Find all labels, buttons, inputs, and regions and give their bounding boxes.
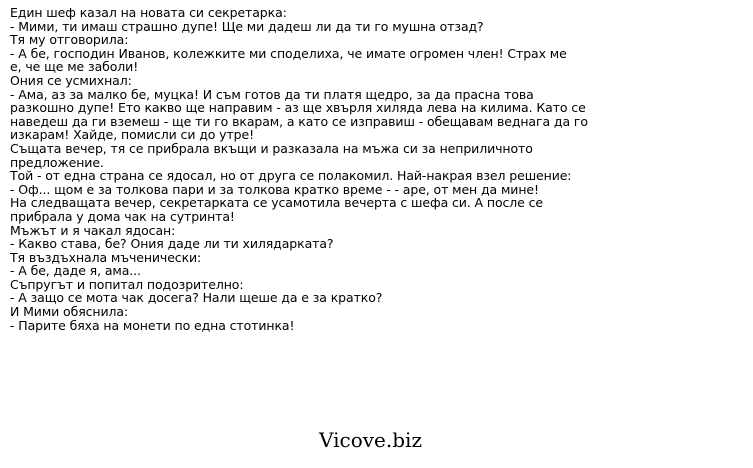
joke-line: Тя му отговорила: bbox=[10, 32, 129, 48]
joke-line: - А бе, господин Иванов, колежките ми споделиха, че имате огромен член! Страх ме bbox=[10, 45, 567, 61]
joke-line: изкарам! Хайде, помисли си до утре! bbox=[10, 127, 254, 143]
joke-line: прибрала у дома чак на сутринта! bbox=[10, 208, 235, 224]
joke-line: Мъжът и я чакал ядосан: bbox=[10, 222, 176, 238]
joke-line: Един шеф казал на новата си секретарка: bbox=[10, 5, 287, 20]
joke-line: - Мими, ти имаш страшно дупе! Ще ми дадеш ли да ти го мушна отзад? bbox=[10, 18, 484, 34]
joke-line: Той - от една страна се ядосал, но от друга се полакомил. Най-накрая взел решение: bbox=[10, 168, 572, 184]
joke-line: - Ама, аз за малко бе, муцка! И съм готов да ти платя щедро, за да прасна това bbox=[10, 86, 534, 102]
joke-line: На следващата вечер, секретарката се усамотила вечерта с шефа си. А после се bbox=[10, 195, 543, 211]
joke-line: наведеш да ги вземеш - ще ти го вкарам, а като се изправиш - обещавам веднага да го bbox=[10, 113, 588, 129]
joke-text bbox=[10, 5, 588, 333]
site-watermark: Vicove.biz bbox=[319, 428, 422, 452]
joke-line: Тя въздъхнала мъченически: bbox=[10, 249, 202, 265]
joke-line: предложение. bbox=[10, 154, 104, 170]
joke-line: е, че ще ме заболи! bbox=[10, 59, 139, 75]
joke-line: - Оф... щом е за толкова пари и за толкова кратко време - - аре, от мен да мине! bbox=[10, 181, 539, 197]
joke-line: - Какво става, бе? Ония даде ли ти хилядарката? bbox=[10, 236, 334, 252]
joke-line: - Парите бяха на монети по една стотинка! bbox=[10, 317, 295, 333]
joke-line: Съпругът и попитал подозрително: bbox=[10, 276, 244, 292]
joke-line: - А защо се мота чак досега? Нали щеше да е за кратко? bbox=[10, 290, 383, 306]
joke-line: разкошно дупе! Ето какво ще направим - аз ще хвърля хиляда лева на килима. Като се bbox=[10, 100, 586, 116]
joke-line: Ония се усмихнал: bbox=[10, 72, 132, 88]
joke-line: Същата вечер, тя се прибрала вкъщи и разказала на мъжа си за неприличното bbox=[10, 140, 533, 156]
joke-line: - А бе, даде я, ама... bbox=[10, 263, 141, 279]
joke-line: И Мими обяснила: bbox=[10, 304, 129, 320]
